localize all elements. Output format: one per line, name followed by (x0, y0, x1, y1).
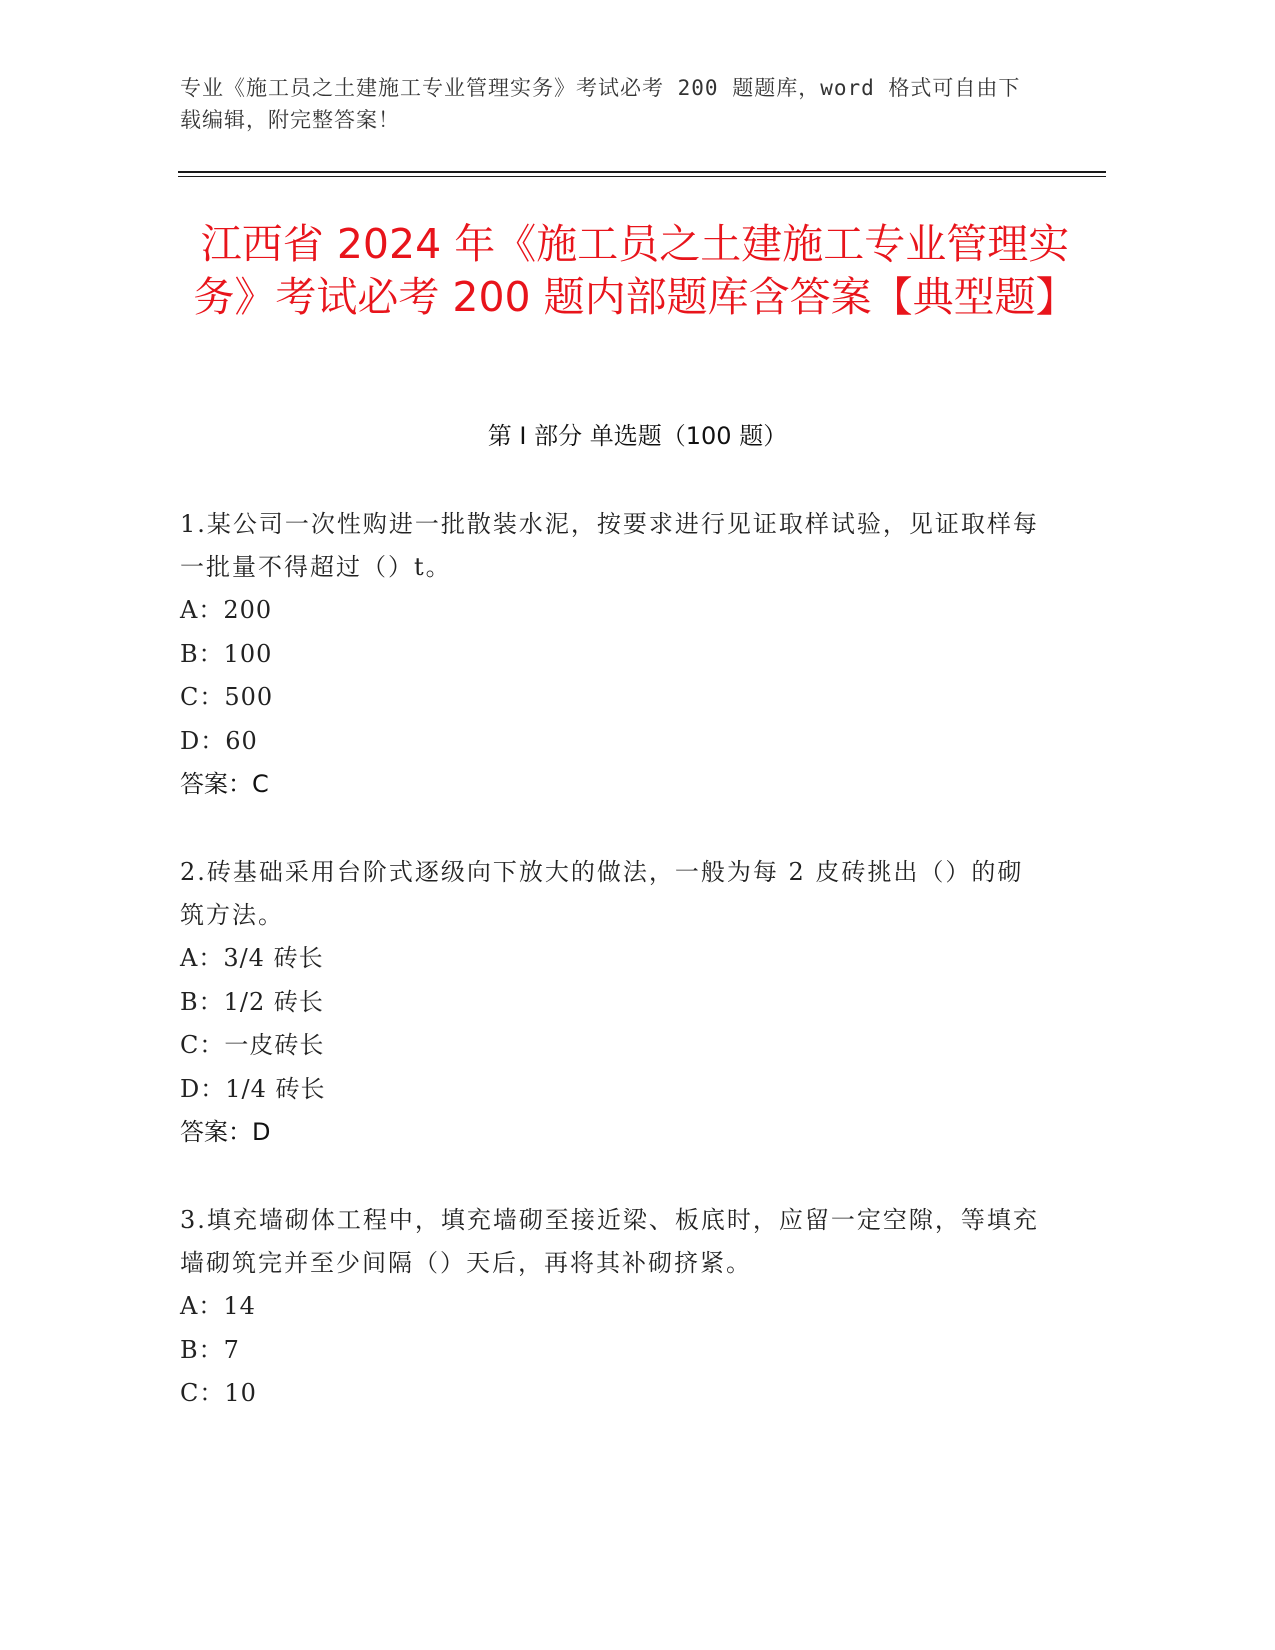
question-2 (180, 851, 1040, 1155)
question-stem: 1.某公司一次性购进一批散装水泥，按要求进行见证取样试验，见证取样每一批量不得超过（）t。 (180, 510, 1039, 581)
option-d: D：1/4 砖长 (180, 1074, 326, 1103)
question-1 (180, 503, 1040, 807)
option-b: B：7 (180, 1335, 240, 1364)
option-b: B：100 (180, 639, 273, 668)
header-divider-thin (178, 176, 1106, 177)
question-stem: 2.砖基础采用台阶式逐级向下放大的做法，一般为每 2 皮砖挑出（）的砌筑方法。 (180, 858, 1024, 929)
section-heading: 第 I 部分 单选题（100 题） (487, 422, 788, 450)
option-d: D：60 (180, 726, 258, 755)
header-note: 专业《施工员之土建施工专业管理实务》考试必考 200 题题库，word 格式可自由下载编辑，附完整答案！ (180, 76, 1021, 132)
option-c: C：一皮砖长 (180, 1031, 325, 1059)
answer: 答案：D (180, 1118, 271, 1146)
option-c: C：500 (180, 683, 274, 711)
option-a: A：3/4 砖长 (180, 944, 324, 972)
document-title: 江西省 2024 年《施工员之土建施工专业管理实务》考试必考 200 题内部题库含答案【典型题】 (193, 220, 1077, 321)
option-b: B：1/2 砖长 (180, 987, 324, 1016)
option-a: A：200 (180, 596, 273, 624)
option-c: C：10 (180, 1379, 257, 1407)
question-3 (180, 1199, 1040, 1416)
answer: 答案：C (180, 770, 269, 798)
option-a: A：14 (180, 1292, 256, 1320)
question-stem: 3.填充墙砌体工程中，填充墙砌至接近梁、板底时，应留一定空隙，等填充墙砌筑完并至少间隔（）天后，再将其补砌挤紧。 (180, 1206, 1039, 1277)
header-divider (178, 171, 1106, 173)
